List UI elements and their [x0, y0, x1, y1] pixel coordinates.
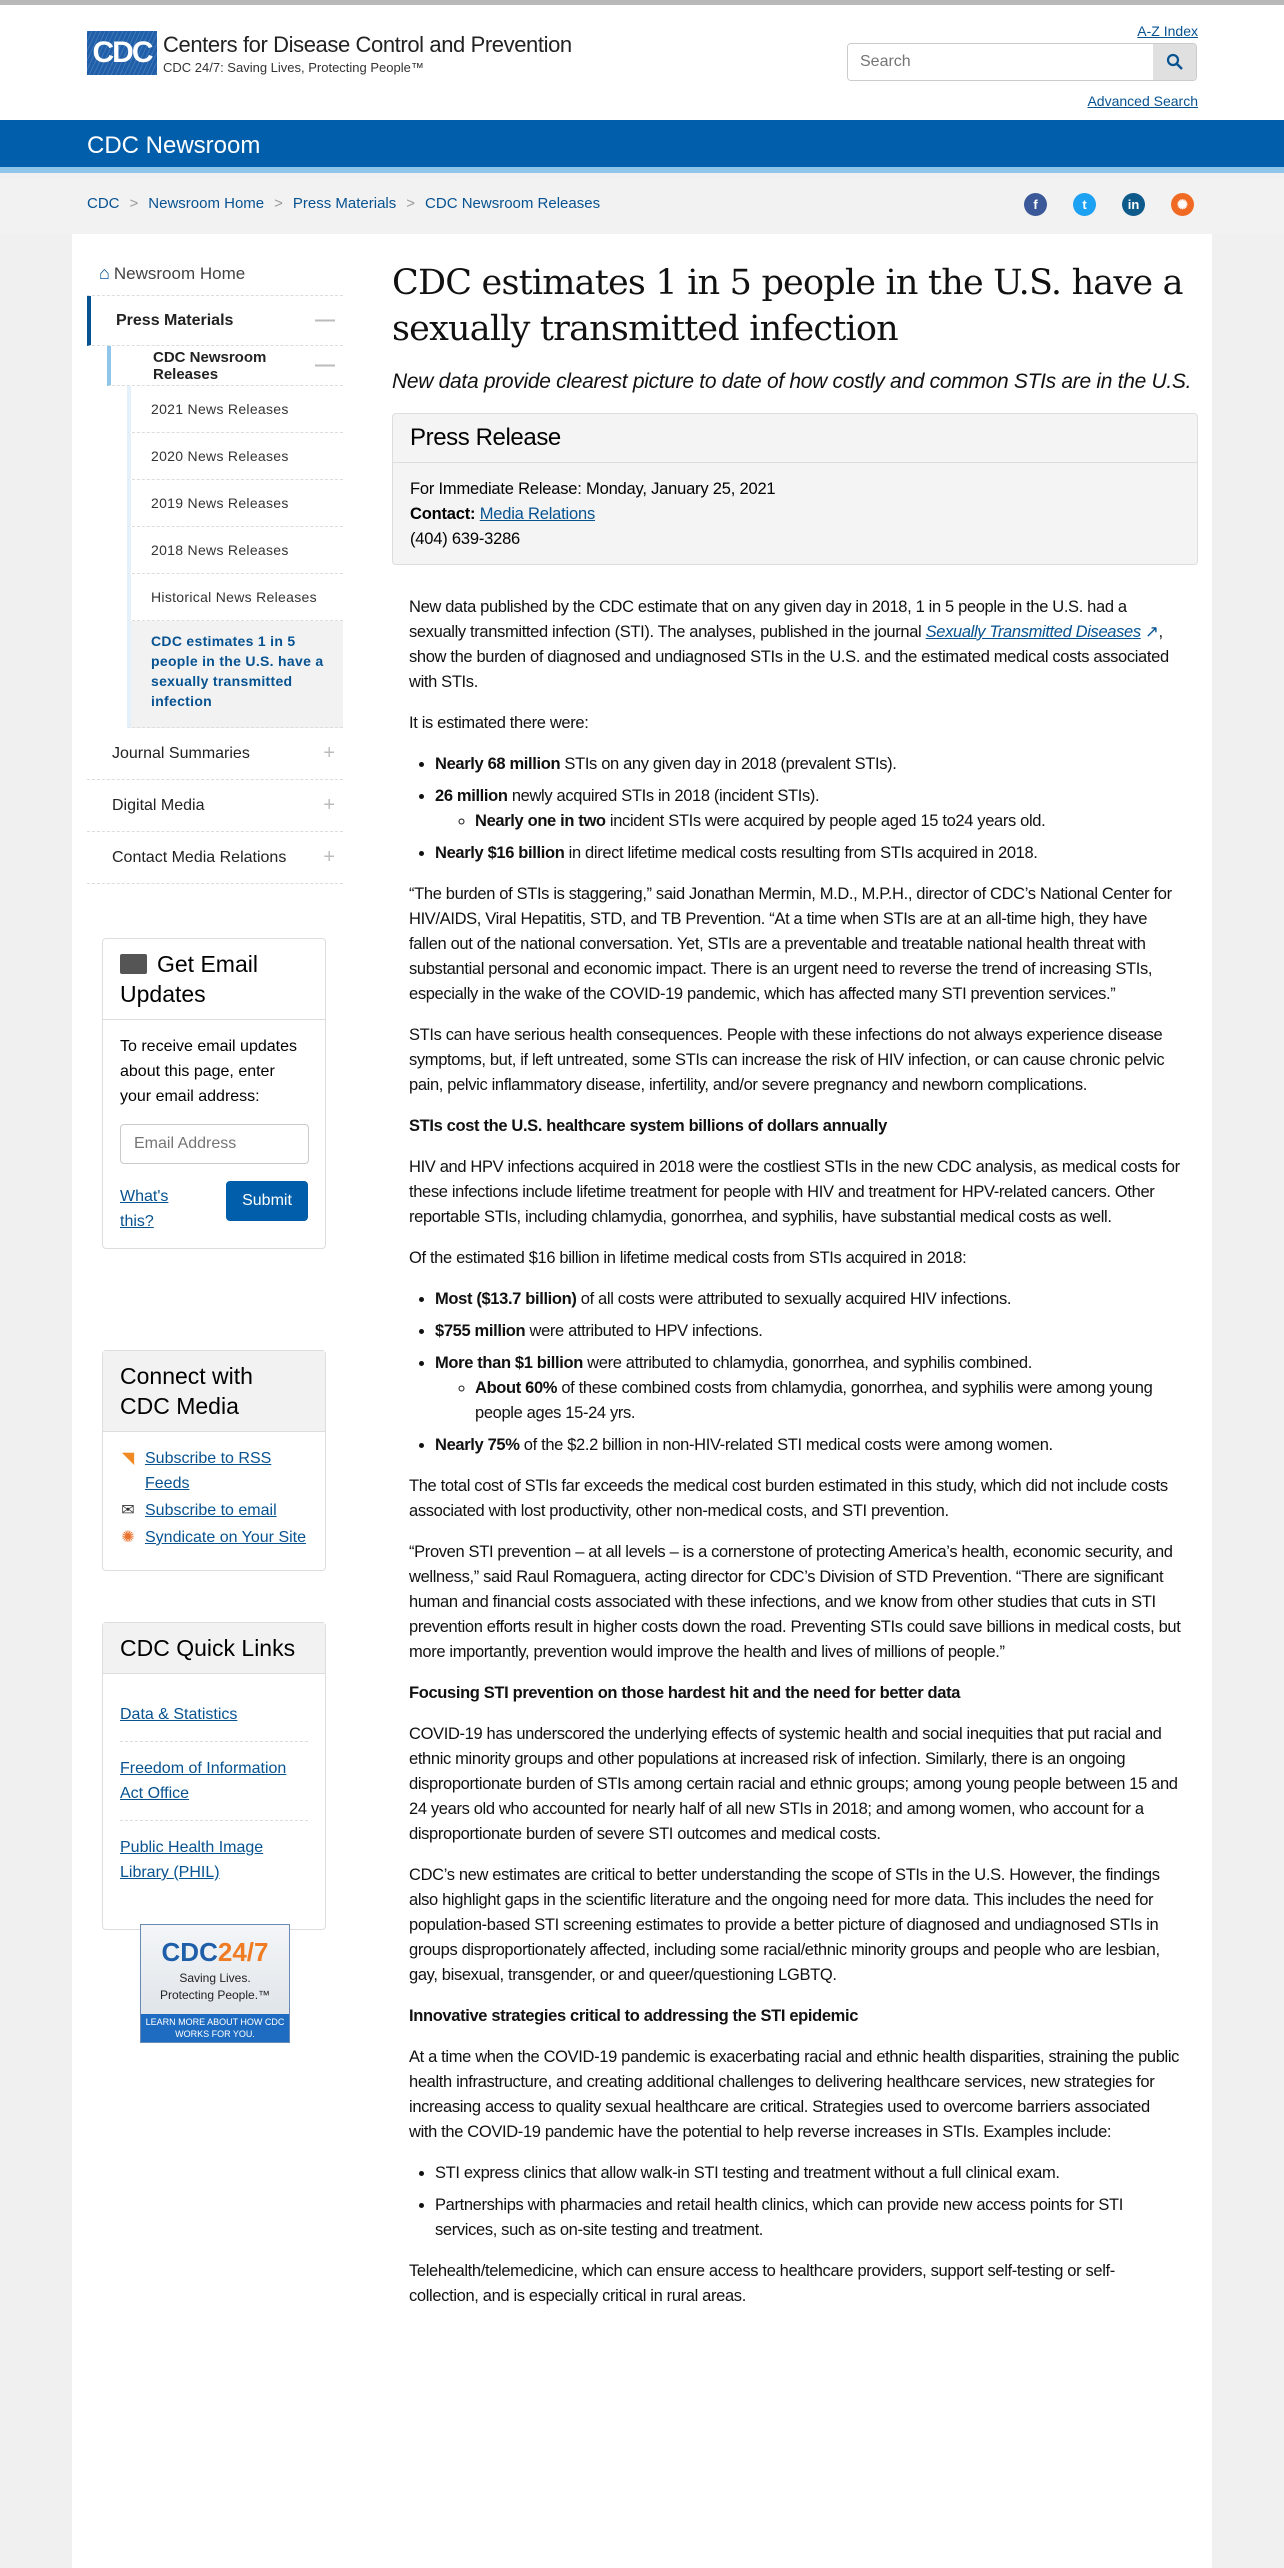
list-item	[435, 752, 1181, 777]
external-link-icon: ↗	[1140, 623, 1159, 641]
collapse-icon[interactable]: —	[315, 309, 335, 331]
connect-card	[102, 1350, 326, 1571]
paragraph: CDC’s new estimates are critical to better understanding the scope of STIs in the U.S. However, the findings also highlight gaps in the scientific literature and the ongoing need for more data. This includes the need for population-based STI screening estimates to provide a better picture of diagnosed and undiagnosed STIs in groups disproportionately affected, including some racial/ethnic minority groups and people who are lesbian, gay, bisexual, transgender, or and queer/questioning LGBTQ.	[409, 1866, 1160, 1984]
envelope-icon	[120, 954, 147, 974]
paragraph: It is estimated there were:	[409, 714, 589, 732]
estimates-list	[435, 752, 1181, 866]
search-input[interactable]	[848, 44, 1153, 80]
paragraph: The total cost of STIs far exceeds the medical cost burden estimated in this study, which did not include costs associated with lost productivity, other non-medical costs, and STI prevention.	[409, 1477, 1168, 1520]
list-item	[435, 1319, 1181, 1344]
nav-label: 2020 News Releases	[151, 448, 289, 464]
paragraph: “The burden of STIs is staggering,” said Jonathan Mermin, M.D., M.P.H., director of CDC’s National Center for HIV/AIDS, Viral Hepatitis, STD, and TB Prevention. “At a time when STIs are at an all-time high, they have fallen out of the national conversation. Yet, STIs are a preventable and treatable national health threat with substantial personal and economic impact. There is an urgent need to reverse the trend of increasing STIs, especially in the wake of the COVID-19 pandemic, which has affected many STI prevention services.”	[409, 885, 1172, 1003]
section-heading: Focusing STI prevention on those hardest hit and the need for better data	[409, 1684, 961, 1702]
nav-press-materials[interactable]	[87, 296, 343, 346]
nav-label: Newsroom Home	[113, 263, 246, 283]
cdc-logo-mark: CDC	[87, 31, 157, 75]
bold: $755 million	[435, 1322, 526, 1340]
syndicate-icon: ✺	[121, 1529, 135, 1546]
list-item: • Partnerships with pharmacies and retail health clinics, which can provide new access points for STI services, such as on-site testing and treatment.	[435, 2193, 1181, 2243]
quick-links-title: CDC Quick Links	[103, 1623, 325, 1674]
page-title: CDC estimates 1 in 5 people in the U.S. have a sexually transmitted infection	[392, 263, 1183, 349]
nav-label: 2018 News Releases	[151, 542, 289, 558]
bold: More than $1 billion	[435, 1354, 583, 1372]
list-item	[435, 841, 1181, 866]
data-statistics-link[interactable]: Data & Statistics	[120, 1706, 238, 1723]
nav-2021-releases[interactable]	[127, 386, 343, 433]
nav-2019-releases[interactable]	[127, 480, 343, 527]
nav-newsroom-home[interactable]	[87, 252, 343, 296]
text: were attributed to chlamydia, gonorrhea, and syphilis combined.	[582, 1354, 1032, 1372]
email-updates-card	[102, 938, 326, 1249]
list-item	[435, 1351, 1181, 1426]
article	[392, 260, 1198, 2325]
breadcrumb-bar	[0, 179, 1284, 234]
list-item	[435, 1433, 1181, 1458]
expand-icon[interactable]: +	[323, 794, 335, 816]
rss-feeds-link[interactable]: Subscribe to RSS Feeds	[145, 1450, 272, 1492]
text: of these combined costs from chlamydia, gonorrhea, and syphilis were among young people ages 15-24 yrs.	[475, 1379, 1153, 1422]
badge-247: 24/7	[217, 1937, 269, 1967]
article-body	[392, 595, 1198, 2309]
email-description: To receive email updates about this page, enter your email address:	[120, 1038, 297, 1105]
list-item: • STI express clinics that allow walk-in STI testing and treatment without a full clinical exam.	[435, 2161, 1181, 2186]
paragraph: Telehealth/telemedicine, which can ensure access to healthcare providers, support self-testing or self-collection, and is especially critical in rural areas.	[409, 2262, 1115, 2305]
nav-label: Press Materials	[116, 311, 234, 329]
search-icon	[1166, 53, 1184, 71]
paragraph: STIs can have serious health consequences. People with these infections do not always experience disease symptoms, but, if left untreated, some STIs can increase the risk of HIV infection, or can cause chronic pelvic pain, pelvic inflammatory disease, infertility, and/or severe pregnancy and newborn complications.	[409, 1026, 1165, 1094]
breadcrumb-newsroom-releases[interactable]: CDC Newsroom Releases	[425, 195, 601, 212]
syndicate-link[interactable]: Syndicate on Your Site	[145, 1529, 307, 1546]
press-release-heading: Press Release	[393, 414, 1197, 463]
text: of all costs were attributed to sexually acquired HIV infections.	[576, 1290, 1012, 1308]
search-box	[847, 43, 1197, 81]
left-nav	[87, 252, 343, 884]
nav-journal-summaries[interactable]	[87, 728, 343, 780]
paragraph: “Proven STI prevention – at all levels – is a cornerstone of protecting America’s health, economic security, and wellness,” said Raul Romaguera, acting director for CDC’s Division of STD Prevention. “There are significant human and financial costs associated with these infections, and we know from other studies that cuts in STI prevention efforts result in higher costs down the road. Preventing STIs could save billions in medical costs, but more importantly, prevention would improve the health and lives of millions of people.”	[409, 1543, 1181, 1661]
paragraph: At a time when the COVID-19 pandemic is exacerbating racial and ethnic health disparities, straining the public health infrastructure, and creating additional challenges to delivering healthcare services, new strategies for increasing access to quality sexual healthcare are critical. Strategies used to overcome barriers associated with the COVID-19 pandemic have the potential to help reverse increases in STIs. Examples include:	[409, 2048, 1180, 2141]
bold: Nearly $16 billion	[435, 844, 565, 862]
nav-label: CDC Newsroom Releases	[153, 348, 267, 383]
text: , show the burden of diagnosed and undiagnosed STIs in the U.S. and the estimated medical costs associated with STIs.	[409, 623, 1169, 691]
section-heading: STIs cost the U.S. healthcare system billions of dollars annually	[409, 1117, 887, 1135]
badge-footer: LEARN MORE ABOUT HOW CDC WORKS FOR YOU.	[141, 2014, 289, 2042]
paragraph: COVID-19 has underscored the underlying effects of systemic health and social inequities that put racial and ethnic minority groups and other populations at increased risk of infection. Similarly, there is an ongoing disproportionate burden of STIs among certain racial and ethnic groups; among young people between 15 and 24 years old who accounted for nearly half of all new STIs in 2018; and among women, who account for a disproportionate burden of severe STI outcomes and medical costs.	[409, 1725, 1178, 1843]
twitter-icon[interactable]: t	[1073, 193, 1096, 216]
home-icon: ⌂	[99, 263, 110, 283]
advanced-search-link[interactable]: Advanced Search	[1087, 93, 1198, 109]
email-icon: ✉	[121, 1502, 135, 1519]
newsroom-banner	[0, 120, 1284, 173]
nav-current-article[interactable]	[127, 621, 343, 728]
breadcrumb-press-materials[interactable]: Press Materials	[292, 195, 397, 212]
contact-label: Contact:	[410, 505, 476, 523]
text: incident STIs were acquired by people aged 15 to24 years old.	[605, 812, 1046, 830]
nav-digital-media[interactable]	[87, 780, 343, 832]
badge-line2: Protecting People.™	[159, 1988, 271, 2002]
badge-line1: Saving Lives.	[179, 1971, 251, 1985]
whats-this-link[interactable]: What's this?	[120, 1188, 169, 1230]
breadcrumb	[87, 195, 600, 212]
breadcrumb-separator: >	[406, 195, 416, 212]
list-item	[475, 1376, 1181, 1426]
list-item	[435, 784, 1181, 834]
foia-link[interactable]: Freedom of Information Act Office	[120, 1760, 287, 1802]
badge-cdc: CDC	[161, 1937, 218, 1967]
bold: Nearly 68 million	[435, 755, 561, 773]
rss-icon: ◥	[121, 1450, 135, 1467]
cdc-24-7-badge[interactable]	[140, 1924, 290, 2043]
media-relations-link[interactable]: Media Relations	[479, 505, 596, 523]
logo-title: Centers for Disease Control and Prevention	[163, 31, 572, 57]
strategies-list	[435, 2161, 1181, 2243]
text: newly acquired STIs in 2018 (incident STIs).	[507, 787, 820, 805]
bold: About 60%	[475, 1379, 558, 1397]
az-index-link[interactable]: A-Z Index	[1137, 23, 1198, 39]
nav-label: 2021 News Releases	[151, 401, 289, 417]
logo-tagline: CDC 24/7: Saving Lives, Protecting People™	[163, 59, 424, 75]
text: in direct lifetime medical costs resulting from STIs acquired in 2018.	[564, 844, 1038, 862]
search-button[interactable]	[1153, 44, 1196, 80]
facebook-icon[interactable]: f	[1024, 193, 1047, 216]
text: were attributed to HPV infections.	[525, 1322, 763, 1340]
paragraph: HIV and HPV infections acquired in 2018 were the costliest STIs in the new CDC analysis, as medical costs for these infections include lifetime treatment for people with HIV and treatment for HPV-related cancers. Other reportable STIs, including chlamydia, gonorrhea, and syphilis, have substantial medical costs as well.	[409, 1158, 1180, 1226]
release-date: For Immediate Release: Monday, January 25, 2021	[410, 480, 776, 498]
nav-historical-releases[interactable]	[127, 574, 343, 621]
bold: Most ($13.7 billion)	[435, 1290, 577, 1308]
nav-label: CDC estimates 1 in 5 people in the U.S. have a sexually transmitted infection	[151, 633, 324, 709]
nav-contact-media-relations[interactable]	[87, 832, 343, 884]
site-header	[0, 5, 1284, 120]
phil-link[interactable]: Public Health Image Library (PHIL)	[120, 1839, 264, 1881]
costs-list	[435, 1287, 1181, 1458]
linkedin-icon[interactable]: in	[1122, 193, 1145, 216]
paragraph	[409, 595, 1181, 695]
breadcrumb-cdc[interactable]: CDC	[87, 195, 120, 212]
nav-newsroom-releases[interactable]	[107, 346, 343, 386]
breadcrumb-separator: >	[274, 195, 283, 212]
expand-icon[interactable]: +	[323, 742, 335, 764]
submit-button[interactable]: Submit	[226, 1181, 308, 1221]
nav-2018-releases[interactable]	[127, 527, 343, 574]
press-release-box	[392, 413, 1198, 565]
section-heading: Innovative strategies critical to addressing the STI epidemic	[409, 2007, 859, 2025]
text: of the $2.2 billion in non-HIV-related STI medical costs were among women.	[519, 1436, 1053, 1454]
text: STIs on any given day in 2018 (prevalent STIs).	[560, 755, 897, 773]
breadcrumb-newsroom-home[interactable]: Newsroom Home	[148, 195, 265, 212]
bold: Nearly 75%	[435, 1436, 520, 1454]
connect-card-title: Connect with CDC Media	[103, 1351, 325, 1432]
email-address-input[interactable]	[120, 1124, 309, 1164]
bold: 26 million	[435, 787, 508, 805]
bold: Nearly one in two	[475, 812, 606, 830]
quick-links-card	[102, 1622, 326, 1930]
journal-link[interactable]: Sexually Transmitted Diseases	[925, 623, 1141, 641]
text: New data published by the CDC estimate that on any given day in 2018, 1 in 5 people in the U.S. had a sexually transmitted infection (STI). The analyses, published in the journal	[409, 598, 1127, 641]
breadcrumb-separator: >	[129, 195, 139, 212]
list-item	[435, 1287, 1181, 1312]
subscribe-email-link[interactable]: Subscribe to email	[145, 1502, 277, 1519]
nav-2020-releases[interactable]	[127, 433, 343, 480]
nav-label: 2019 News Releases	[151, 495, 289, 511]
article-subtitle: New data provide clearest picture to date of how costly and common STIs are in the U.S.	[392, 370, 1192, 393]
nav-label: Digital Media	[112, 796, 205, 814]
email-card-header	[103, 939, 325, 1020]
social-links	[1024, 193, 1194, 216]
nav-label: Contact Media Relations	[112, 848, 287, 866]
nav-label: Historical News Releases	[151, 589, 317, 605]
cdc-logo[interactable]	[87, 31, 572, 75]
nav-label: Journal Summaries	[112, 744, 250, 762]
banner-title[interactable]: CDC Newsroom	[87, 132, 261, 159]
contact-phone: (404) 639-3286	[410, 530, 521, 548]
list-item	[475, 809, 1181, 834]
syndicate-icon[interactable]: ✺	[1171, 193, 1194, 216]
expand-icon[interactable]: +	[323, 846, 335, 868]
collapse-icon[interactable]: —	[315, 354, 335, 376]
paragraph: Of the estimated $16 billion in lifetime medical costs from STIs acquired in 2018:	[409, 1249, 967, 1267]
email-card-title: Get Email Updates	[120, 951, 258, 1007]
